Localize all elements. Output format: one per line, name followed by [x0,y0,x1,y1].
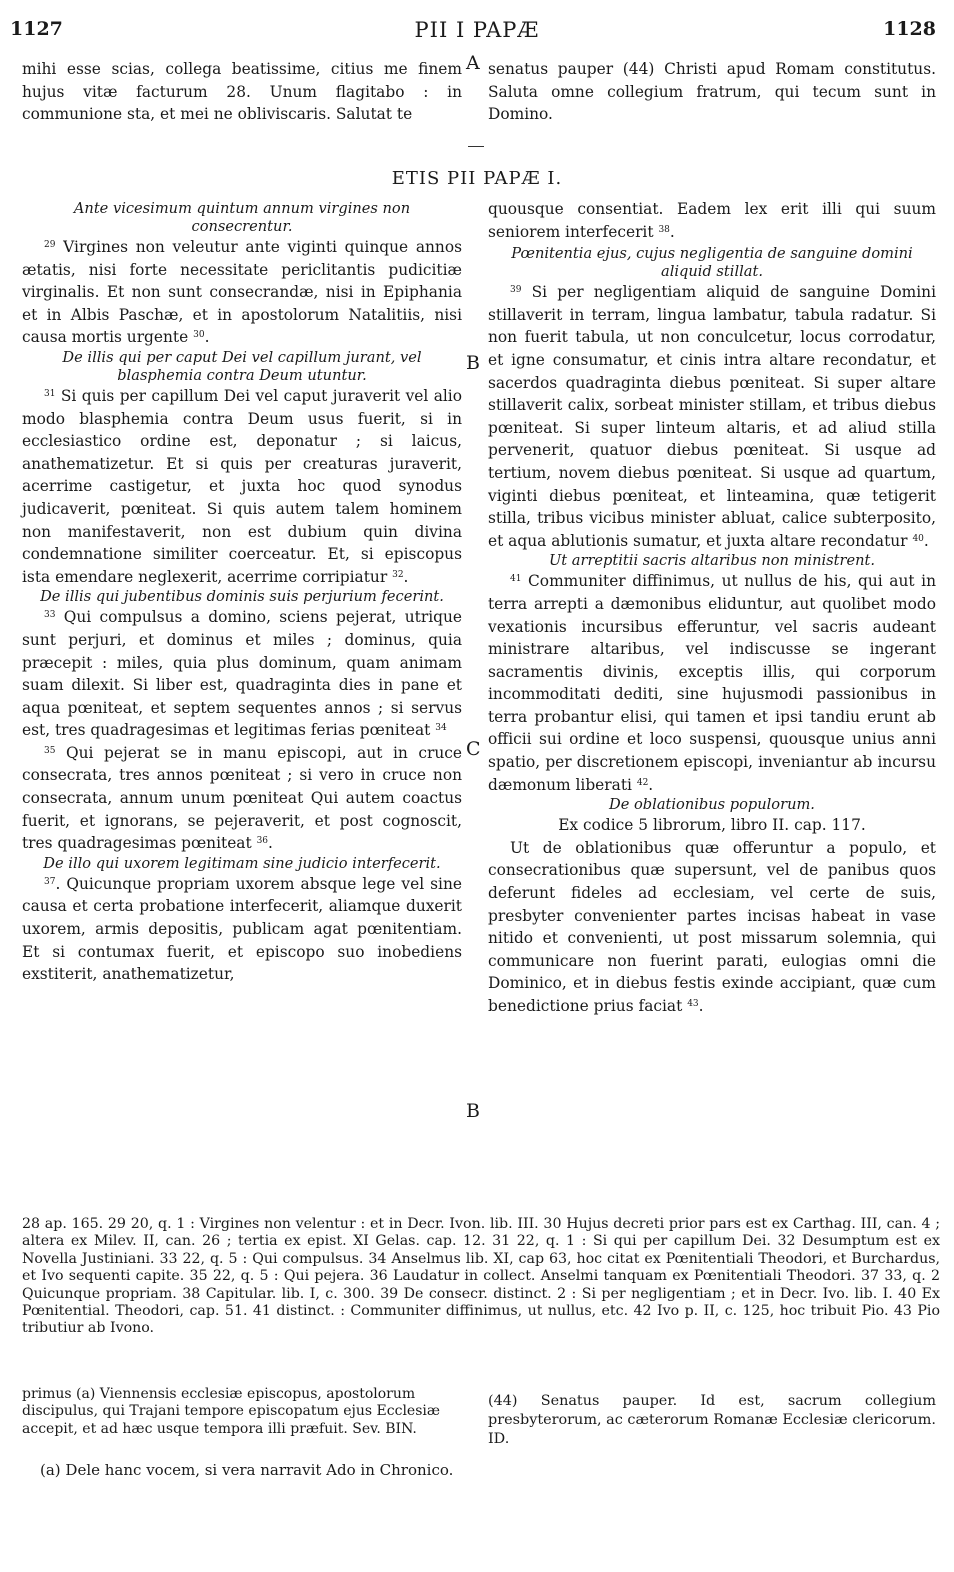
note-ref: 37 [44,876,56,887]
section-separator [468,146,484,147]
paragraph-text: . Quicunque propriam uxorem absque lege vel sine causa et certa probatione interfecerit, aliamque duxerit uxorem, armis depositis, publicam agat pœnitentiam. Et si contumax fuerit, et episcopo suo inobediens exstiterit, anathematizetur, [22,874,462,984]
paragraph-33 [22,606,462,742]
heading-arreptitii: Ut arreptitii sacris altaribus non ministrent. [548,552,876,570]
note-ref: 38 [658,224,670,235]
note-ref: 29 [44,240,56,250]
left-page-number: 1127 [10,18,63,40]
right-page-number: 1128 [883,18,936,40]
note-ref: 41 [510,574,522,585]
paragraph-continuation: quousque consentiat. Eadem lex erit illi qui suum seniorem interfecerit $^{38}$. [488,200,936,241]
note-text: (44) Senatus pauper. Id est, sacrum collegium presbyterorum, ac cæterorum Romanæ Ecclesiæ clericorum. ID. [488,1393,936,1447]
note-ref: 33 [44,610,56,621]
heading-jurant: De illis qui per caput Dei vel capillum jurant, vel blasphemia contra Deum utuntur. [62,348,422,384]
margin-letter-b-second: B [466,1100,480,1122]
top-right-continuation [488,58,936,126]
left-column [22,200,462,986]
paragraph-text: Qui compulsus a domino, sciens pejerat, utrique sunt perjuri, et dominus et miles ; dominus, quia præcepit : miles, quia plus dominum, quam animam suam dilexit. Si liber est, quadraginta dies in pane et aqua pœniteat, et septem sequentes annos ; si servus est, tres quadragesimas et legitimas ferias pœniteat [22,608,462,740]
note-ref: 32 [392,569,404,580]
paragraph-text: Virgines non veleutur ante viginti quinque annos ætatis, nisi forte necessitate periclitantis pudicitiæ virginalis. Et non sunt consecrandæ, nisi in Epiphania et in Albis Paschæ, et in apostolorum Natalitiis, nisi causa mortis urgente [22,238,462,347]
note-ref: 42 [636,777,649,788]
paragraph-text: Ut de oblationibus quæ offeruntur a populo, et consecrationibus quæ supersunt, vel de panibus quos deferunt fideles ad ecclesiam, vel certe de suis, presbyter convenienter partes incisas habeat in vase nitido et convenienti, ut post missarum solemnia, qui communicare non fuerint parati, eulogias omni die Dominico, et in diebus festis exinde accipiant, quæ cum benedictione prius faciat [488,838,936,1015]
lower-left-note [22,1386,468,1438]
note-ref: 35 [44,745,56,756]
heading-oblationibus: De oblationibus populorum. [609,796,815,814]
note-text: primus (a) Viennensis ecclesiæ episcopus, apostolorum discipulus, qui Trajani tempore episcopatum ejus Ecclesiæ accepit, et ad hæc usque tempora illi præfuit. Sev. BIN. [22,1386,441,1437]
paragraph-text: quousque consentiat. Eadem lex erit illi qui suum seniorem interfecerit [488,200,936,241]
right-column [488,198,936,1018]
margin-letter-c: C [466,738,481,760]
paragraph-39: $^{39}$ Si per negligentiam aliquid de sanguine Domini stillaverit in terram, lingua lambatur, tabula radatur. Si non fuerit tabula, ut non conculcetur, locus corrodatur, et igne consumatur, et cinis intra altare recondatur, et sacerdos quadraginta diebus pœniteat. Si super altare stillaverit calix, sorbeat minister stillam, et tribus diebus pœniteat. Si super linteum altaris, et ad aliud stilla pervenerit, quatuor diebus pœniteat. Si usque ad tertium, novem diebus pœniteat. Si usque ad quartum, viginti diebus pœniteat, et linteamina, quæ tetigerit stilla, tribus vicibus minister abluat, calice subterposito, et aqua ablutionis sumatur, et juxta altare recondatur $^{40}$. [488,283,936,550]
note-ref: 36 [256,836,269,847]
note-ref: 31 [44,388,56,399]
note-ref: 34 [435,723,447,734]
paragraph-29: $^{29}$ Virgines non veleutur ante viginti quinque annos ætatis, nisi forte necessitate periclitantis pudicitiæ virginalis. Et non sunt consecrandæ, nisi in Epiphania et in Albis Paschæ, et in apostolorum Natalitiis, nisi causa mortis urgente $^{30}$. [22,238,462,347]
running-title: PII I PAPÆ [414,18,540,42]
section-title: ETIS PII PAPÆ I. [391,168,563,189]
lower-footnote [40,1460,920,1480]
paragraph-41: $^{41}$ Communiter diffinimus, ut nullus de his, qui aut in terra arrepti a dæmonibus eliduntur, aut quolibet modo vexationis incursibus efferuntur, vel sacris audeant ministrare altaribus, vel indiscusse se ingerant sacramentis divinis, exceptis illis, qui corporum incommoditati dediti, sine hujusmodi passionibus in terra probantur elisi, qui tamen et ipsi tandiu erunt ab officii sui ordine et loco suspensi, quousque unius anni spatio, per discretionem episcopi, inveniantur ab incursu dæmonum liberati $^{42}$. [488,572,936,794]
margin-letter-a: A [466,52,480,74]
paragraph-text: Si quis per capillum Dei vel caput juraverit vel alio modo blasphemia contra Deum usus fuerit, si in ecclesiastico ordine est, deponatur ; si laicus, anathematizetur. Et si quis per creaturas juraverit, acerrime castigetur, et juxta hoc quod synodus judicaverit, pœniteat. Si quis autem talem hominem non manifestaverit, non est dubium quin divina condemnatione similiter coerceatur. Et, si episcopus ista emendare neglexerit, acerrime corripiatur [22,386,462,586]
paragraph-oblationes: Ut de oblationibus quæ offeruntur a populo, et consecrationibus quæ supersunt, vel de panibus quos deferunt fideles ad ecclesiam, vel certe de suis, presbyter convenienter partes incisas habeat in vase nitido et convenienti, ut post missarum solemnia, qui communicare non fuerint parati, eulogias omni die Dominico, et in diebus festis exinde accipiant, quæ cum benedictione prius faciat $^{43}$. [488,838,936,1015]
paragraph-37 [22,873,462,986]
note-text: (a) Dele hanc vocem, si vera narravit Ado in Chronico. [40,1461,454,1479]
top-left-continuation [22,58,462,126]
note-ref: 30 [193,330,205,341]
heading-uxorem: De illo qui uxorem legitimam sine judicio interfecerit. [43,854,441,872]
lower-right-note [488,1392,936,1449]
note-ref: 39 [510,285,522,296]
paragraph-text: Qui pejerat se in manu episcopi, aut in cruce consecrata, tres annos pœniteat ; si vero in cruce non consecrata, annum unum pœniteat Qui autem coactus fuerit, et ignorans, se pejeraverit, et post cognoscit, tres quadragesimas pœniteat [22,743,462,853]
note-ref: 43 [687,999,699,1009]
paragraph-text: Communiter diffinimus, ut nullus de his, qui aut in terra arrepti a dæmonibus eliduntur, aut quolibet modo vexationis incursibus efferuntur, vel sacris audeant ministrare altaribus, vel indiscusse se ingerant sacramentis divinis, exceptis illis, qui corporum incommoditati dediti, sine hujusmodi passionibus in terra probantur elisi, qui tamen et ipsi tandiu erunt ab officii sui ordine et loco suspensi, quousque unius anni spatio, per discretionem episcopi, inveniantur ab incursu dæmonum liberati [488,572,936,794]
top-right-text: senatus pauper (44) Christi apud Romam constitutus. Saluta omne collegium fratrum, qui tecum sunt in Domino. [488,60,936,124]
heading-perjurium: De illis qui jubentibus dominis suis perjurium fecerint. [40,588,444,606]
heading-virgines: Ante vicesimum quintum annum virgines non consecrentur. [73,200,411,235]
top-left-text: mihi esse scias, collega beatissime, citius me finem hujus vitæ facturum 28. Unum flagitabo : in communione sta, et mei ne obliviscaris. Salutat te [22,60,462,124]
footnotes-block [22,1216,940,1338]
paragraph-35: $^{35}$ Qui pejerat se in manu episcopi, aut in cruce consecrata, tres annos pœniteat ; si vero in cruce non consecrata, annum unum pœniteat Qui autem coactus fuerit, et ignorans, se pejeraverit, et post cognoscit, tres quadragesimas pœniteat $^{36}$. [22,743,462,853]
paragraph-31: $^{31}$ Si quis per capillum Dei vel caput juraverit vel alio modo blasphemia contra Deum usus fuerit, si in ecclesiastico ordine est, deponatur ; si laicus, anathematizetur. Et si quis per creaturas juraverit, acerrime castigetur, et juxta hoc quod synodus judicaverit, pœniteat. Si quis autem talem hominem non manifestaverit, non est dubium quin divina condemnatione similiter coerceatur. Et, si episcopus ista emendare neglexerit, acerrime corripiatur $^{32}$. [22,386,462,586]
heading-sanguine: Pœnitentia ejus, cujus negligentia de sanguine domini aliquid stillat. [511,245,913,281]
footnotes-text: 28 ap. 165. 29 20, q. 1 : Virgines non velentur : et in Decr. Ivon. lib. III. 30 Hujus decreti prior pars est ex Carthag. III, can. 4 ; altera ex Milev. II, can. 26 ; tertia ex epist. XI Gelas. cap. 12. 31 22, q. 1 : Si qui per capillum Dei. 32 Desumptum est ex Novella Justiniani. 33 22, q. 5 : Qui compulsus. 34 Anselmus lib. XI, cap 63, hoc citat ex Pœnitentiali Theodori, et Burchardus, et Ivo sequenti capite. 35 22, q. 5 : Qui pejera. 36 Laudatur in collect. Anselmi tanquam ex Pœnitentiali Theodori. 37 33, q. 2 Quicunque propriam. 38 Capitular. lib. I, c. 300. 39 De consecr. distinct. 2 : Si per negligentiam ; et in Decr. Ivo. lib. I. 40 Ex Pœnitential. Theodori, cap. 51. 41 distinct. : Communiter diffinimus, ut nullus, etc. 42 Ivo p. II, c. 125, hoc tribuit Pio. 43 Pio tributiur ab Ivono. [22,1216,940,1337]
note-ref: 40 [912,533,924,544]
page-header [0,18,954,48]
source-citation: Ex codice 5 librorum, libro II. cap. 117. [558,816,866,835]
paragraph-text: Si per negligentiam aliquid de sanguine Domini stillaverit in terram, lingua lambatur, tabula radatur. Si non fuerit tabula, ut non conculcetur, locus corrodatur, et igne consumatur, et cinis intra altare recondatur, et sacerdos quadraginta diebus pœniteat. Si super altare stillaverit calix, sorbeat minister stillam, et tribus diebus pœniteat. Si super linteum altaris, et ad aliud stilla pervenerit, quatuor diebus pœniteat. Si usque ad tertium, novem diebus pœniteat. Si usque ad quartum, viginti diebus pœniteat, et linteamina, quæ tetigerit stilla, tribus vicibus minister abluat, calice subterposito, et aqua ablutionis sumatur, et juxta altare recondatur [488,283,936,550]
margin-letter-b: B [466,352,480,374]
